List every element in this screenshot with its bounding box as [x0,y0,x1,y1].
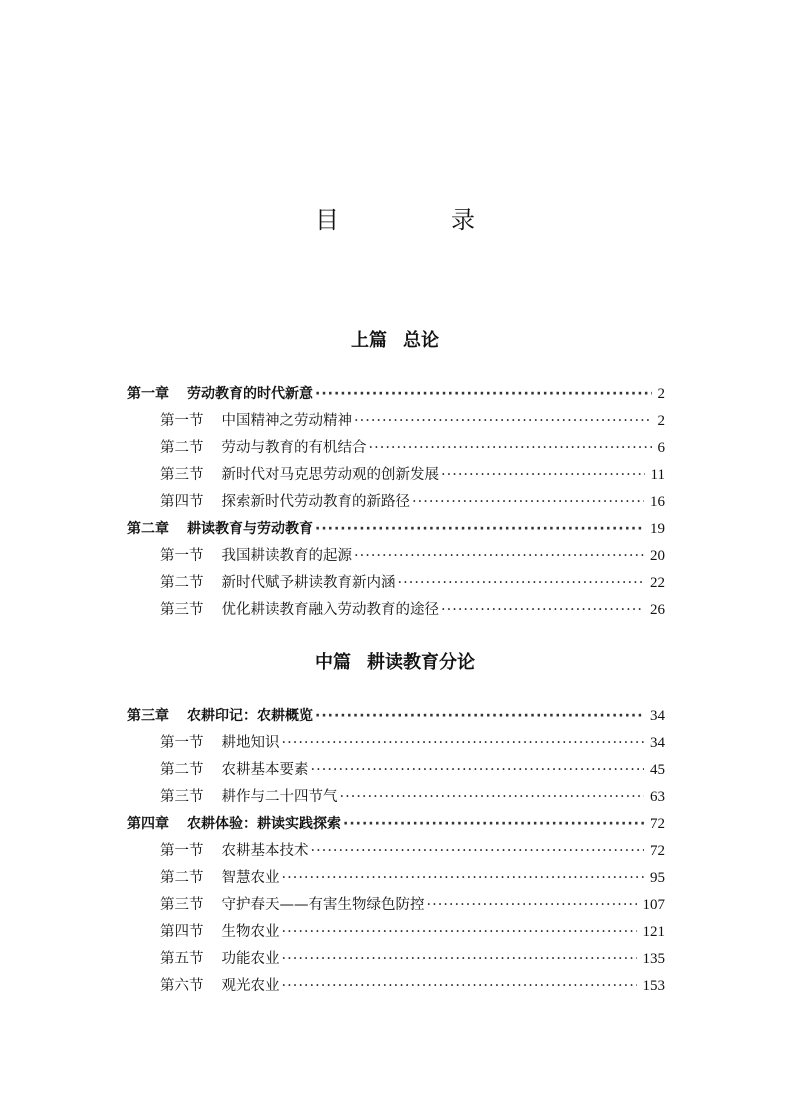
dot-leader [427,892,637,919]
toc-entry-section[interactable] [160,865,665,892]
entry-title: 智慧农业 [221,870,280,886]
part-heading-2 [0,650,790,676]
dot-leader [282,973,637,1000]
dot-leader [369,435,652,462]
entry-title: 我国耕读教育的起源 [221,548,352,564]
toc-entry-section[interactable] [160,973,665,1000]
entry-title: 耕作与二十四节气 [221,789,338,805]
dot-leader [282,730,645,757]
entry-page: 72 [650,843,665,859]
toc-entry-section[interactable] [160,597,665,624]
dot-leader [343,811,644,838]
entry-page: 121 [642,924,665,940]
dot-leader [315,516,644,543]
entry-page: 6 [657,440,665,456]
dot-leader [398,570,645,597]
dot-leader [315,703,644,730]
entry-number: 第六节 [160,978,204,994]
entry-number: 第三节 [160,602,204,618]
dot-leader [340,784,645,811]
entry-title: 农耕体验：耕读实践探索 [187,816,341,832]
entry-number: 第二章 [127,521,169,537]
entry-title: 耕读教育与劳动教育 [187,521,313,537]
entry-number: 第三章 [127,708,169,724]
toc-entry-section[interactable] [160,946,665,973]
part-name: 总论 [403,330,439,351]
toc-entry-section[interactable] [160,730,665,757]
entry-number: 第五节 [160,951,204,967]
toc-entry-section[interactable] [160,570,665,597]
entry-page: 135 [642,951,665,967]
entry-number: 第一节 [160,548,204,564]
entry-number: 第三节 [160,467,204,483]
entry-page: 153 [642,978,665,994]
dot-leader [441,597,644,624]
entry-title: 中国精神之劳动精神 [221,413,352,429]
entry-title: 功能农业 [221,951,280,967]
toc-entry-section[interactable] [160,435,665,462]
entry-title: 农耕基本技术 [221,843,309,859]
entry-number: 第四节 [160,494,204,510]
toc-entry-section[interactable] [160,543,665,570]
toc-entry-chapter[interactable] [127,516,665,543]
entry-number: 第二节 [160,762,204,778]
entry-title: 观光农业 [221,978,280,994]
page-title: 目 录 [315,206,519,234]
entry-page: 34 [650,735,665,751]
entry-number: 第一节 [160,735,204,751]
entry-title: 守护春天——有害生物绿色防控 [221,897,425,913]
entry-page: 72 [650,816,665,832]
part-name: 耕读教育分论 [367,652,475,673]
entry-number: 第四章 [127,816,169,832]
entry-page: 2 [657,413,665,429]
entry-page: 107 [642,897,665,913]
entry-title: 新时代赋予耕读教育新内涵 [221,575,396,591]
toc-entry-section[interactable] [160,408,665,435]
toc-entry-chapter[interactable] [127,703,665,730]
toc-entry-chapter[interactable] [127,381,665,408]
entry-page: 45 [650,762,665,778]
entry-title: 生物农业 [221,924,280,940]
dot-leader [282,865,645,892]
entry-title: 优化耕读教育融入劳动教育的途径 [221,602,439,618]
entry-number: 第三节 [160,789,204,805]
part-label: 上篇 [351,330,387,351]
entry-page: 20 [650,548,665,564]
toc-entry-section[interactable] [160,892,665,919]
dot-leader [441,462,645,489]
entry-page: 16 [650,494,665,510]
entry-number: 第二节 [160,440,204,456]
dot-leader [282,946,637,973]
entry-number: 第三节 [160,897,204,913]
toc-entry-section[interactable] [160,462,665,489]
entry-number: 第二节 [160,575,204,591]
entry-page: 34 [650,708,665,724]
entry-page: 2 [657,386,665,402]
entry-page: 63 [650,789,665,805]
toc-entry-chapter[interactable] [127,811,665,838]
part-label: 中篇 [315,652,351,673]
entry-page: 95 [650,870,665,886]
dot-leader [412,489,644,516]
entry-page: 11 [650,467,665,483]
toc-entry-section[interactable] [160,489,665,516]
dot-leader [315,381,652,408]
entry-title: 农耕基本要素 [221,762,309,778]
entry-title: 劳动与教育的有机结合 [221,440,367,456]
entry-number: 第二节 [160,870,204,886]
dot-leader [282,919,637,946]
dot-leader [354,408,652,435]
toc-entry-section[interactable] [160,919,665,946]
toc-entry-section[interactable] [160,838,665,865]
entry-title: 耕地知识 [221,735,280,751]
entry-number: 第一章 [127,386,169,402]
entry-title: 新时代对马克思劳动观的创新发展 [221,467,439,483]
entry-page: 22 [650,575,665,591]
toc-entry-section[interactable] [160,757,665,784]
dot-leader [311,838,645,865]
entry-title: 农耕印记：农耕概览 [187,708,313,724]
dot-leader [311,757,645,784]
toc-entry-section[interactable] [160,784,665,811]
part-heading-1 [0,328,790,354]
entry-title: 探索新时代劳动教育的新路径 [221,494,410,510]
entry-page: 19 [650,521,665,537]
entry-page: 26 [650,602,665,618]
dot-leader [354,543,644,570]
entry-number: 第四节 [160,924,204,940]
entry-title: 劳动教育的时代新意 [187,386,313,402]
entry-number: 第一节 [160,413,204,429]
entry-number: 第一节 [160,843,204,859]
